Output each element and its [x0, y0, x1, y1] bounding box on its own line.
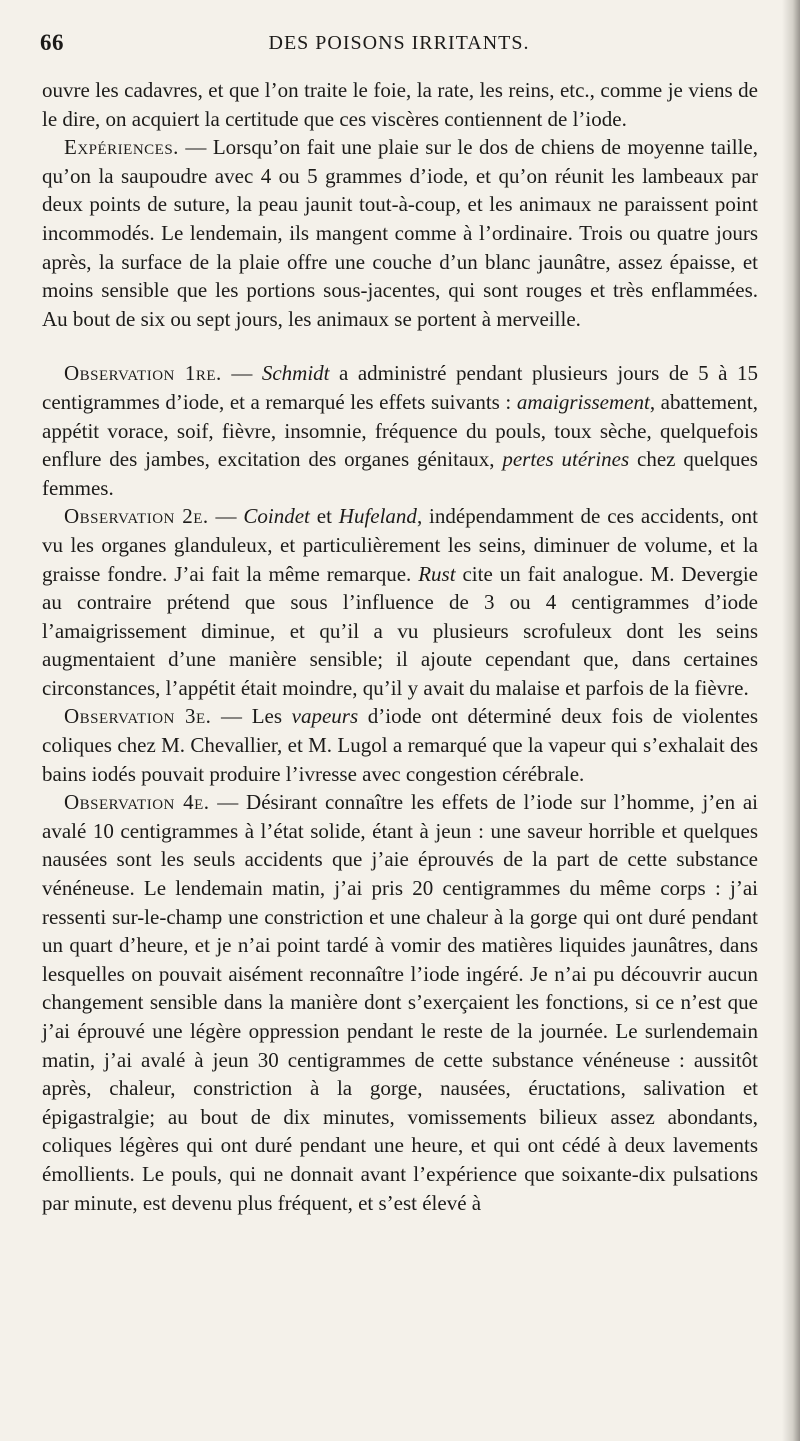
text-run: a administré pendant plusieurs jours de 5 à 15 centigrammes d’iode, et a remarqué les effets suivants : — [42, 361, 759, 414]
italic-term: vapeurs — [291, 704, 359, 729]
text-run: cite un fait analogue. M. Devergie au contraire prétend que sous l’influence de 3 ou 4 centigrammes d’iode l’amaigrissement diminue, et qu’il a vu plusieurs scrofuleux dont les seins augmentaient d’une manière sensible; il ajoute cependant que, dans certaines circonstances, l’appétit était moindre, qu’il y avait du malaise et parfois de la fièvre. — [42, 561, 758, 700]
paragraph-observation-1 — [42, 359, 758, 502]
italic-name: Rust — [418, 561, 456, 586]
paragraph-experiences — [42, 133, 758, 333]
text-run: et — [309, 504, 339, 529]
text-run: — — [208, 504, 244, 529]
text-run: chez quelques femmes. — [42, 447, 758, 500]
running-title: DES POISONS IRRITANTS. — [268, 32, 530, 54]
italic-name: Coindet — [243, 504, 310, 529]
italic-name: Hufeland — [338, 504, 417, 529]
page-number: 66 — [40, 30, 64, 55]
italic-term: amaigrissement — [516, 389, 650, 414]
italic-term: pertes utérines — [502, 447, 630, 472]
observation-heading: Observation 4e. — [64, 790, 210, 815]
body-text — [42, 76, 758, 1217]
paragraph-observation-4 — [42, 788, 758, 1217]
page-header — [40, 30, 758, 64]
paragraph-text: — Lorsqu’on fait une plaie sur le dos de chiens de moyenne taille, qu’on la saupoudre avec 4 ou 5 grammes d’iode, et qu’on réunit les lambeaux par deux points de suture, la peau jaunit tout-à-coup, et les animaux ne paraissent point incommodés. Le lendemain, ils mangent comme à l’ordinaire. Trois ou quatre jours après, la surface de la plaie offre une couche d’un blanc jaunâtre, assez épaisse, et moins sensible que les portions sous-jacentes, qui sont rouges et très enflammées. Au bout de six ou sept jours, les animaux se portent à merveille. — [42, 135, 758, 331]
text-run: — — [221, 361, 262, 386]
italic-name: Schmidt — [261, 361, 330, 386]
observation-heading: Observation 3e. — [64, 704, 212, 729]
text-run: , abattement, appétit vorace, soif, fièvre, insomnie, fréquence du pouls, toux sèche, quelquefois enflure des jambes, excitation des organes génitaux, — [42, 389, 759, 472]
page-edge-shadow — [782, 0, 800, 1441]
text-run: d’iode ont déterminé deux fois de violentes coliques chez M. Chevallier, et M. Lugol a remarqué que la vapeur qui s’exhalait des bains iodés pouvait produire l’ivresse avec congestion cérébrale. — [42, 704, 758, 786]
observation-heading: Observation 1re. — [64, 361, 222, 386]
paragraph-observation-3 — [42, 702, 758, 788]
text-run: — Désirant connaître les effets de l’iode sur l’homme, j’en ai avalé 10 centigrammes à l’état solide, étant à jeun : une saveur horrible et quelques nausées sont les seuls accidents que j’aie éprouvés de la part de cette substance vénéneuse. Le lendemain matin, j’ai pris 20 centigrammes du même corps : j’ai ressenti sur-le-champ une constriction et une chaleur à la gorge qui ont duré pendant un quart d’heure, et je n’ai point tardé à vomir des matières liquides jaunâtres, dans lesquelles on pouvait aisément reconnaître l’iode ingéré. Je n’ai pu découvrir aucun changement sensible dans la manière dont s’exerçaient les fonctions, si ce n’est que j’ai éprouvé une légère oppression pendant le reste de la journée. Le surlendemain matin, j’ai avalé à jeun 30 centigrammes de cette substance vénéneuse : aussitôt après, chaleur, constriction à la gorge, nausées, éructations, salivation et épigastralgie; au bout de dix minutes, vomissements bilieux assez abondants, coliques légères qui ont duré pendant une heure, et qui ont cédé à deux lavements émollients. Le pouls, qui ne donnait avant l’expérience que soixante-dix pulsations par minute, est devenu plus fréquent, et s’est élevé à — [42, 790, 758, 1215]
observation-heading: Observation 2e. — [64, 504, 209, 529]
section-heading-experiences: Expériences. — [64, 135, 179, 160]
paragraph-continued: ouvre les cadavres, et que l’on traite le foie, la rate, les reins, etc., comme je viens de le dire, on acquiert la certitude que ces viscères contiennent de l’iode. — [42, 78, 758, 131]
text-run: , indépendamment de ces accidents, ont vu les organes glanduleux, et particulièrement les seins, diminuer de volume, et la graisse fondre. J’ai fait la même remarque. — [42, 504, 758, 586]
text-run: — Les — [211, 704, 292, 729]
paragraph-observation-2 — [42, 502, 758, 702]
